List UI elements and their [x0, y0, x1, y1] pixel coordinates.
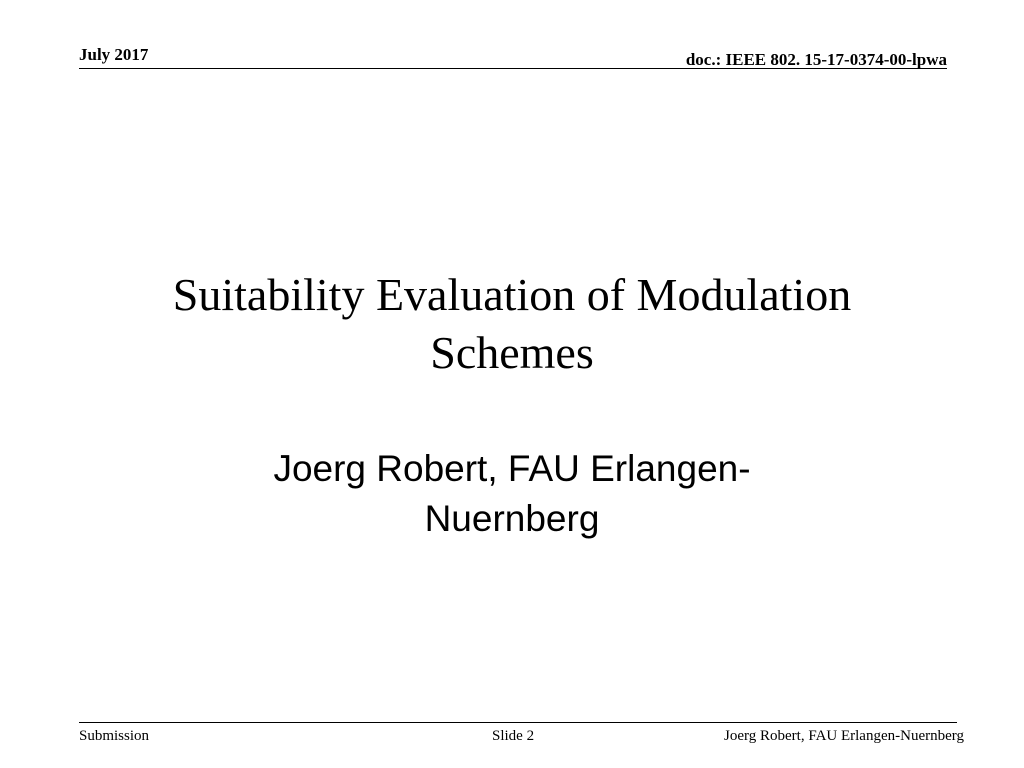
slide-subtitle-line-2: Nuernberg [424, 498, 600, 539]
footer-author: Joerg Robert, FAU Erlangen-Nuernberg [724, 728, 964, 744]
slide-subtitle-line-1: Joerg Robert, FAU Erlangen- [273, 448, 751, 489]
header-divider [79, 68, 947, 69]
footer-divider [79, 722, 957, 723]
header-doc-id: doc.: IEEE 802. 15-17-0374-00-lpwa [685, 50, 947, 69]
slide-title [80, 266, 944, 382]
slide-subtitle [160, 444, 864, 544]
slide-title-line-2: Schemes [430, 327, 594, 378]
header-date: July 2017 [79, 45, 149, 64]
footer-slide-number: Slide 2 [492, 728, 535, 744]
slide-title-line-1: Suitability Evaluation of Modulation [172, 269, 852, 320]
footer-submission: Submission [79, 728, 150, 744]
